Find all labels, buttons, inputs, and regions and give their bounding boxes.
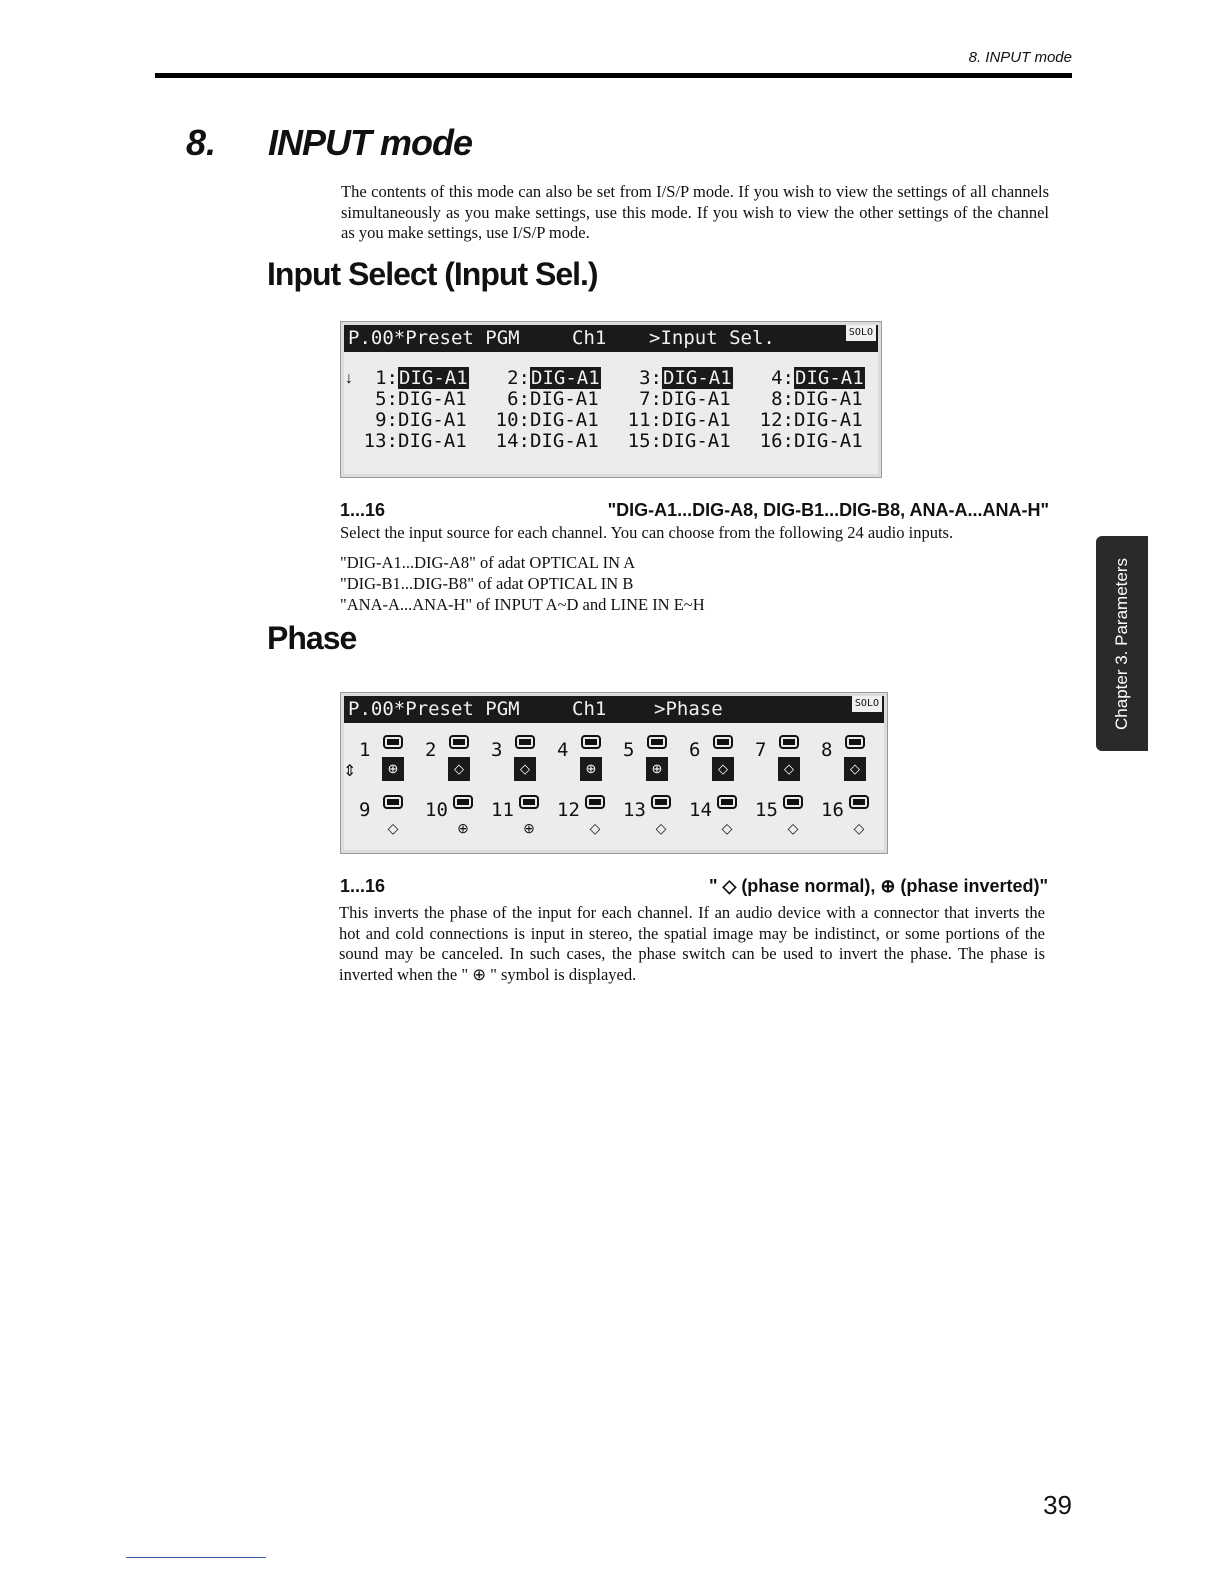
running-header: 8. INPUT mode xyxy=(968,49,1072,66)
channel-knob-icon xyxy=(713,735,733,749)
phase-inverted-icon: ⊕ xyxy=(580,757,602,781)
phase-inverted-icon: ⊕ xyxy=(523,822,535,837)
input-channel-cell[interactable]: 8:DIG-A1 xyxy=(771,388,863,410)
lcd-channel: Ch1 xyxy=(572,698,607,720)
input-channel-cell[interactable]: 12:DIG-A1 xyxy=(759,409,863,431)
phase-inverted-icon: ⊕ xyxy=(457,822,469,837)
chapter-tab xyxy=(1096,536,1148,751)
channel-knob-icon xyxy=(849,795,869,809)
phase-normal-icon: ◇ xyxy=(589,822,601,837)
phase-normal-icon: ◇ xyxy=(448,757,470,781)
phase-inverted-icon: ⊕ xyxy=(646,757,668,781)
phase-param-range: 1...16 xyxy=(340,876,386,896)
channel-knob-icon xyxy=(585,795,605,809)
footer-rule xyxy=(126,1557,266,1558)
input-channel-cell[interactable]: 13:DIG-A1 xyxy=(363,430,467,452)
input-select-heading: Input Select (Input Sel.) xyxy=(267,256,598,292)
lcd-program: P.00*Preset PGM xyxy=(348,698,520,720)
phase-channel-cell[interactable]: 14 ◇ xyxy=(689,793,769,853)
input-select-param-values: "DIG-A1...DIG-A8, DIG-B1...DIG-B8, ANA-A...ANA-H" xyxy=(607,500,1049,520)
input-channel-cell[interactable]: 14:DIG-A1 xyxy=(495,430,599,452)
chapter-title: INPUT mode xyxy=(268,122,473,163)
channel-knob-icon xyxy=(515,735,535,749)
phase-normal-icon: ◇ xyxy=(655,822,667,837)
phase-description: This inverts the phase of the input for each channel. If an audio device with a connector that inverts the hot and cold connections is input in stereo, the spatial image may be indistinct, or some portions of the sound may be canceled. In such cases, the phase switch can be used to invert the phase. The phase is inverted when the " ⊕ " symbol is displayed. xyxy=(339,903,1045,984)
solo-badge: SOLO xyxy=(852,696,882,712)
phase-inverted-icon: ⊕ xyxy=(382,757,404,781)
channel-knob-icon xyxy=(581,735,601,749)
input-select-param-range: 1...16 xyxy=(340,500,386,520)
phase-normal-icon: ◇ xyxy=(778,757,800,781)
phase-normal-icon: ◇ xyxy=(712,757,734,781)
phase-channel-cell[interactable]: 4 ⊕ xyxy=(557,733,637,793)
phase-channel-cell[interactable]: 16 ◇ xyxy=(821,793,901,853)
phase-heading: Phase xyxy=(267,620,357,656)
intro-paragraph: The contents of this mode can also be set from I/S/P mode. If you wish to view the settings of all channels simultaneously as you make settings, use this mode. If you wish to view the other settings of the channel as you make settings, use I/S/P mode. xyxy=(341,182,1049,242)
phase-channel-cell[interactable]: 5 ⊕ xyxy=(623,733,703,793)
phase-normal-icon: ◇ xyxy=(514,757,536,781)
input-channel-cell[interactable]: 7:DIG-A1 xyxy=(639,388,731,410)
phase-normal-icon: ◇ xyxy=(844,757,866,781)
phase-normal-icon: ◇ xyxy=(787,822,799,837)
channel-knob-icon xyxy=(519,795,539,809)
cursor-updown-icon: ⇕ xyxy=(343,763,357,780)
input-channel-cell[interactable]: 16:DIG-A1 xyxy=(759,430,863,452)
input-channel-cell[interactable]: 6:DIG-A1 xyxy=(507,388,599,410)
phase-channel-cell[interactable]: 11 ⊕ xyxy=(491,793,571,853)
lcd-title-bar xyxy=(344,696,884,723)
channel-knob-icon xyxy=(383,795,403,809)
input-channel-cell[interactable]: 15:DIG-A1 xyxy=(627,430,731,452)
lcd-channel: Ch1 xyxy=(572,327,607,349)
input-channel-cell[interactable]: 5:DIG-A1 xyxy=(375,388,467,410)
channel-knob-icon xyxy=(779,735,799,749)
phase-channel-cell[interactable]: 12 ◇ xyxy=(557,793,637,853)
phase-channel-cell[interactable]: 9 ◇ xyxy=(359,793,439,853)
phase-param-values: " ◇ (phase normal), ⊕ (phase inverted)" xyxy=(708,876,1048,896)
chapter-number: 8. xyxy=(186,122,217,163)
channel-knob-icon xyxy=(449,735,469,749)
source-line-ana: "ANA-A...ANA-H" of INPUT A~D and LINE IN E~H xyxy=(340,595,705,614)
channel-knob-icon xyxy=(651,795,671,809)
channel-knob-icon xyxy=(453,795,473,809)
channel-knob-icon xyxy=(783,795,803,809)
channel-knob-icon xyxy=(717,795,737,809)
input-channel-cell[interactable]: 3:DIG-A1 xyxy=(639,367,732,389)
phase-channel-cell[interactable]: 6 ◇ xyxy=(689,733,769,793)
input-channel-cell[interactable]: 11:DIG-A1 xyxy=(627,409,731,431)
source-line-dig-a: "DIG-A1...DIG-A8" of adat OPTICAL IN A xyxy=(340,553,636,572)
source-line-dig-b: "DIG-B1...DIG-B8" of adat OPTICAL IN B xyxy=(340,574,634,593)
lcd-title-bar xyxy=(344,325,878,352)
input-select-description: Select the input source for each channel. You can choose from the following 24 audio inputs. xyxy=(340,523,954,542)
header-rule xyxy=(155,73,1072,78)
phase-lcd xyxy=(340,692,888,854)
phase-channel-cell[interactable]: 2 ◇ xyxy=(425,733,505,793)
phase-channel-cell[interactable]: 10 ⊕ xyxy=(425,793,505,853)
solo-badge: SOLO xyxy=(846,325,876,341)
lcd-program: P.00*Preset PGM xyxy=(348,327,520,349)
input-channel-cell[interactable]: 9:DIG-A1 xyxy=(375,409,467,431)
page-number: 39 xyxy=(1043,1490,1072,1520)
channel-knob-icon xyxy=(647,735,667,749)
input-channel-cell[interactable]: 1:DIG-A1 xyxy=(375,367,468,389)
input-channel-cell[interactable]: 4:DIG-A1 xyxy=(771,367,864,389)
phase-channel-cell[interactable]: 15 ◇ xyxy=(755,793,835,853)
phase-normal-icon: ◇ xyxy=(387,822,399,837)
cursor-arrow-icon: ↓ xyxy=(345,370,353,387)
lcd-page: >Phase xyxy=(654,698,723,720)
phase-channel-cell[interactable]: 7 ◇ xyxy=(755,733,835,793)
input-channel-cell[interactable]: 2:DIG-A1 xyxy=(507,367,600,389)
chapter-tab-label: Chapter 3. Parameters xyxy=(1112,557,1131,730)
input-select-lcd xyxy=(340,321,882,478)
input-channel-cell[interactable]: 10:DIG-A1 xyxy=(495,409,599,431)
lcd-page: >Input Sel. xyxy=(649,327,775,349)
phase-channel-cell[interactable]: 3 ◇ xyxy=(491,733,571,793)
phase-channel-cell[interactable]: 13 ◇ xyxy=(623,793,703,853)
phase-normal-icon: ◇ xyxy=(853,822,865,837)
channel-knob-icon xyxy=(383,735,403,749)
phase-channel-cell[interactable]: 8 ◇ xyxy=(821,733,901,793)
channel-knob-icon xyxy=(845,735,865,749)
phase-normal-icon: ◇ xyxy=(721,822,733,837)
phase-channel-cell[interactable]: 1 ⊕ xyxy=(359,733,439,793)
